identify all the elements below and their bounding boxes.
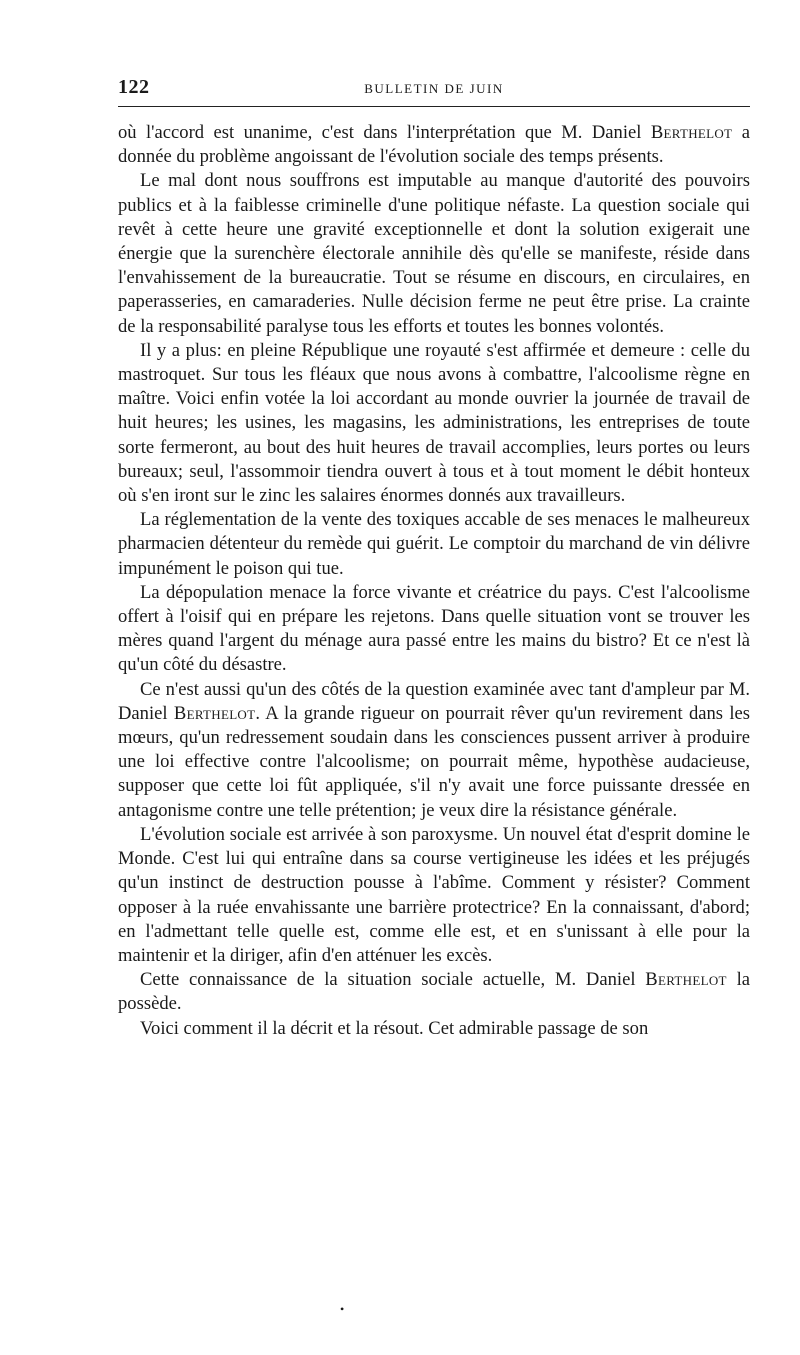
paragraph-7: L'évolution sociale est arrivée à son paroxysme. Un nouvel état d'esprit domine le Monde. C'est lui qui entraîne dans sa course vertigineuse les idées et les préjugés qu'un instinct de destruction pousse à l'abîme. Comment y résister? Comment opposer à la ruée envahissante une barrière protectrice? En la connaissant, d'abord; en l'admettant telle quelle est, comme elle est, et en s'unissant à elle pour la maintenir et la diriger, afin d'en atténuer les excès.: [118, 823, 750, 966]
paragraph-8: [118, 968, 750, 1016]
author-name: Berthelot: [650, 122, 733, 143]
paragraph-1-text-a: où l'accord est unanime, c'est dans l'interprétation que M. Daniel: [118, 122, 651, 143]
page-header: [118, 76, 750, 104]
paragraph-2: Le mal dont nous souffrons est imputable au manque d'autorité des pouvoirs publics et à la faiblesse criminelle d'une politique néfaste. La question sociale qui revêt à cette heure une gravité exceptionnelle et dont la solution exigerait une énergie que la surenchère électorale annihile dès qu'elle se manifeste, réside dans l'envahissement de la bureaucratie. Tout se résume en discours, en circulaires, en paperasseries, en camaraderies. Nulle décision ferme ne peut être prise. La crainte de la responsabilité paralyse tous les efforts et toutes les bonnes volontés.: [118, 170, 750, 337]
page-number: 122: [118, 76, 150, 98]
paragraph-8-text-b: la possède.: [118, 969, 750, 1015]
paragraph-9: Voici comment il la décrit et la résout. Cet admirable passage de son: [140, 1017, 649, 1039]
paragraph-1: [118, 121, 750, 169]
paragraph-3: Il y a plus: en pleine République une royauté s'est affirmée et demeure : celle du mastroquet. Sur tous les fléaux que nous avons à combattre, l'alcoolisme règne en maître. Voici enfin votée la loi accordant au monde ouvrier la journée de travail de huit heures; les usines, les magasins, les administrations, les entreprises de toute sorte fermeront, au bout des huit heures de travail accomplies, leurs portes ou leurs bureaux; seul, l'assommoir tiendra ouvert à tous et à tout moment le débit honteux où s'en iront sur le zinc les salaires énormes donnés aux travailleurs.: [118, 339, 750, 507]
author-name: Berthelot: [645, 969, 727, 991]
running-title: BULLETIN DE JUIN: [364, 81, 504, 96]
paragraph-5: La dépopulation menace la force vivante et créatrice du pays. C'est l'alcoolisme offert à l'oisif qui en prépare les rejetons. Dans quelle situation vont se trouver les mères quand l'argent du ménage aura passé entre les mains du bistro? Et ce n'est là qu'un côté du désastre.: [118, 581, 750, 676]
author-name: Berthelot: [173, 702, 256, 724]
paragraph-4: La réglementation de la vente des toxiques accable de ses menaces le malheureux pharmacien détenteur du remède qui guérit. Le comptoir du marchand de vin délivre impunément le poison qui tue.: [118, 509, 750, 579]
book-page: [118, 76, 750, 1041]
paragraph-6: [118, 678, 750, 823]
header-rule: [118, 106, 750, 107]
paragraph-6-text-a: Ce n'est aussi qu'un des côtés de la question examinée avec tant d'ampleur par M. Daniel: [118, 678, 750, 724]
paragraph-6-text-b: . A la grande rigueur on pourrait rêver qu'un revirement dans les mœurs, qu'un redressement soudain dans les consciences pussent arriver à produire une loi effective contre l'alcoolisme; on pourrait même, hypothèse audacieuse, supposer que cette loi fût appliquée, s'il n'y avait une force puissante dressée en antagonisme contre une telle prétention; je veux dire la résistance générale.: [118, 702, 750, 821]
body-text: [118, 121, 750, 1041]
footer-mark: •: [340, 1302, 345, 1316]
paragraph-1-text-b: a donnée du problème angoissant de l'évolution sociale des temps présents.: [118, 122, 750, 168]
paragraph-8-text-a: Cette connaissance de la situation sociale actuelle, M. Daniel: [140, 969, 646, 991]
